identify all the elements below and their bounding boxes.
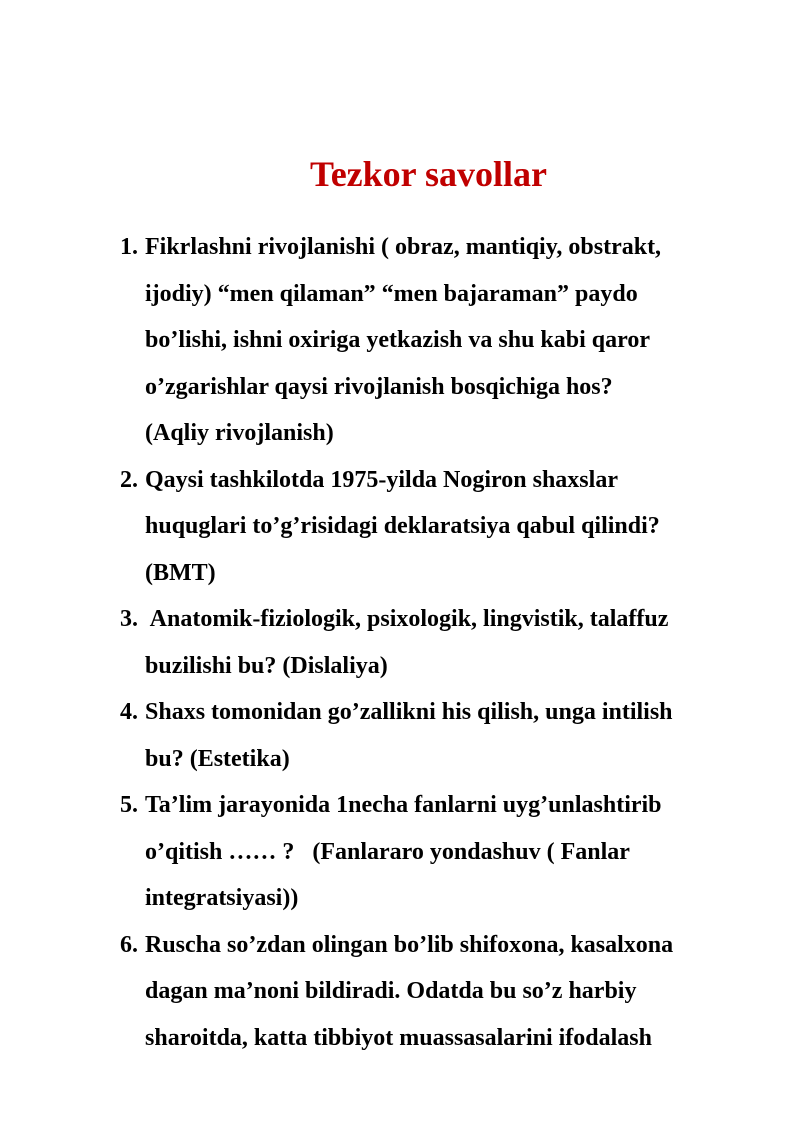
question-line: sharoitda, katta tibbiyot muassasalarini ifodalash [145, 1024, 652, 1051]
question-line: Anatomik-fiziologik, psixologik, lingvistik, talaffuz [145, 606, 669, 632]
question-text [145, 457, 750, 597]
answer-line: (Aqliy rivojlanish) [145, 420, 334, 446]
question-number: 4. [120, 699, 138, 725]
question-text [145, 689, 750, 782]
question-line: ijodiy) “men qilaman” “men bajaraman” paydo [145, 280, 638, 307]
question-line: dagan ma’noni bildiradi. Odatda bu so’z harbiy [145, 978, 637, 1004]
question-item-4 [120, 689, 750, 782]
question-text [145, 922, 750, 1062]
question-line: bu? (Estetika) [145, 745, 290, 772]
question-line: bo’lishi, ishni oxiriga yetkazish va shu kabi qaror [145, 327, 651, 353]
page-title: Tezkor savollar [309, 154, 547, 194]
question-line: Ta’lim jarayonida 1necha fanlarni uyg’unlashtirib [145, 792, 662, 818]
question-line: huquglari to’g’risidagi deklaratsiya qabul qilindi? [145, 513, 660, 539]
answer-line: integratsiyasi)) [145, 885, 299, 911]
answer-line: (BMT) [145, 559, 216, 586]
question-number: 1. [120, 234, 138, 260]
question-text [145, 596, 750, 689]
question-line: o’zgarishlar qaysi rivojlanish bosqichiga hos? [145, 373, 613, 400]
question-item-1 [120, 224, 750, 457]
question-item-2 [120, 457, 750, 597]
question-number: 6. [120, 931, 138, 958]
question-item-6 [120, 922, 750, 1062]
question-line: o’qitish …… ? (Fanlararo yondashuv ( Fanlar [145, 838, 630, 865]
question-number: 3. [120, 606, 138, 632]
question-line: buzilishi bu? (Dislaliya) [145, 652, 388, 679]
question-list [120, 224, 750, 1061]
question-number: 5. [120, 792, 138, 818]
question-item-3 [120, 596, 750, 689]
question-text [145, 782, 750, 922]
question-item-5 [120, 782, 750, 922]
question-line: Ruscha so’zdan olingan bo’lib shifoxona, kasalxona [145, 931, 674, 958]
question-line: Fikrlashni rivojlanishi ( obraz, mantiqiy, obstrakt, [145, 234, 662, 260]
question-line: Shaxs tomonidan go’zallikni his qilish, unga intilish [145, 699, 673, 725]
question-line: Qaysi tashkilotda 1975-yilda Nogiron shaxslar [145, 466, 618, 493]
question-text [145, 224, 750, 457]
question-number: 2. [120, 466, 138, 493]
